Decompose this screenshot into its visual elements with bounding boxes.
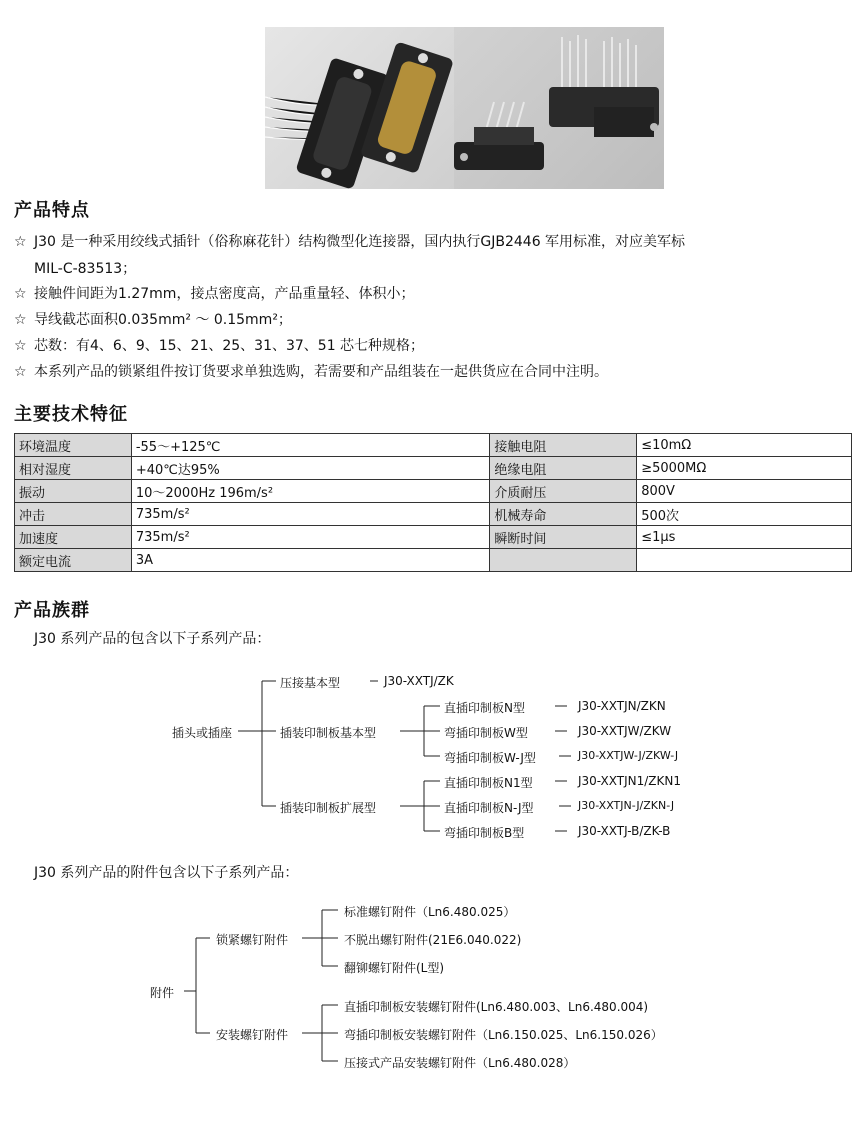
feature-item-continuation: MIL-C-83513； (34, 261, 137, 277)
accessories-branch-lock: 锁紧螺钉附件 (216, 933, 289, 947)
family-code: J30-XXTJN1/ZKN1 (578, 774, 681, 788)
spec-value: ≥5000MΩ (637, 457, 852, 480)
family-branch-pcb-basic: 插装印制板基本型 (280, 726, 377, 740)
family-subtype: 直插印制板N1型 (444, 776, 533, 790)
section-title-features: 产品特点 (14, 200, 90, 221)
spec-label: 环境温度 (15, 434, 132, 457)
family-code: J30-XXTJW-J/ZKW-J (578, 749, 679, 762)
accessory-item: 压接式产品安装螺钉附件（Ln6.480.028） (344, 1056, 576, 1070)
spec-label: 瞬断时间 (490, 526, 637, 549)
family-code: J30-XXTJN-J/ZKN-J (578, 799, 675, 812)
accessory-item: 直插印制板安装螺钉附件(Ln6.480.003、Ln6.480.004) (344, 1000, 649, 1014)
family-code: J30-XXTJ-B/ZK-B (578, 824, 671, 838)
spec-label: 额定电流 (15, 549, 132, 572)
feature-item: ☆ J30 是一种采用绞线式插针（俗称麻花针）结构微型化连接器，国内执行GJB2446 军用标准，对应美军标 (14, 234, 686, 250)
accessories-root: 附件 (150, 986, 175, 1000)
spec-value: ≤10mΩ (637, 434, 852, 457)
spec-label: 接触电阻 (490, 434, 637, 457)
spec-label: 相对湿度 (15, 457, 132, 480)
spec-label: 加速度 (15, 526, 132, 549)
accessories-branch-mount: 安装螺钉附件 (216, 1028, 289, 1042)
section-title-tech: 主要技术特征 (14, 404, 128, 425)
feature-item: ☆ 导线截芯面积0.035mm² ～ 0.15mm²； (14, 312, 292, 328)
family-subtype: 直插印制板N-J型 (444, 801, 534, 815)
accessory-item: 标准螺钉附件（Ln6.480.025） (344, 905, 516, 919)
spec-label: 冲击 (15, 503, 132, 526)
spec-label: 绝缘电阻 (490, 457, 637, 480)
section-title-family: 产品族群 (14, 600, 90, 621)
spec-label: 机械寿命 (490, 503, 637, 526)
spec-value: ≤1μs (637, 526, 852, 549)
family-subtype: 弯插印制板B型 (444, 826, 525, 840)
accessory-item: 翻铆螺钉附件(L型) (344, 961, 445, 975)
family-root: 插头或插座 (172, 726, 233, 740)
spec-value: 735m/s² (131, 526, 490, 549)
feature-item: ☆ 芯数：有4、6、9、15、21、25、31、37、51 芯七种规格； (14, 338, 425, 354)
family-code: J30-XXTJN/ZKN (578, 699, 666, 713)
spec-value: 10～2000Hz 196m/s² (131, 480, 490, 503)
family-branch-pcb-ext: 插装印制板扩展型 (280, 801, 377, 815)
spec-value: 800V (637, 480, 852, 503)
spec-value: 3A (131, 549, 490, 572)
spec-value: 500次 (637, 503, 852, 526)
family-subtype: 弯插印制板W型 (444, 726, 528, 740)
spec-label: 振动 (15, 480, 132, 503)
feature-item: ☆ 本系列产品的锁紧组件按订货要求单独选购，若需要和产品组装在一起供货应在合同中注明。 (14, 364, 608, 380)
accessory-item: 弯插印制板安装螺钉附件（Ln6.150.025、Ln6.150.026） (344, 1028, 663, 1042)
accessories-intro: J30 系列产品的附件包含以下子系列产品： (34, 865, 299, 881)
spec-value: -55～+125℃ (131, 434, 490, 457)
family-code: J30-XXTJW/ZKW (578, 724, 672, 738)
spec-value: 735m/s² (131, 503, 490, 526)
family-subtype: 弯插印制板W-J型 (444, 751, 536, 765)
spec-label: 介质耐压 (490, 480, 637, 503)
spec-value: +40℃达95% (131, 457, 490, 480)
family-code: J30-XXTJ/ZK (384, 674, 454, 688)
accessory-item: 不脱出螺钉附件(21E6.040.022) (344, 933, 522, 947)
family-subtype: 直插印制板N型 (444, 701, 525, 715)
feature-item: ☆ 接触件间距为1.27mm，接点密度高，产品重量轻、体积小； (14, 286, 415, 302)
family-intro: J30 系列产品的包含以下子系列产品： (34, 631, 271, 647)
family-branch-crimp: 压接基本型 (280, 676, 341, 690)
